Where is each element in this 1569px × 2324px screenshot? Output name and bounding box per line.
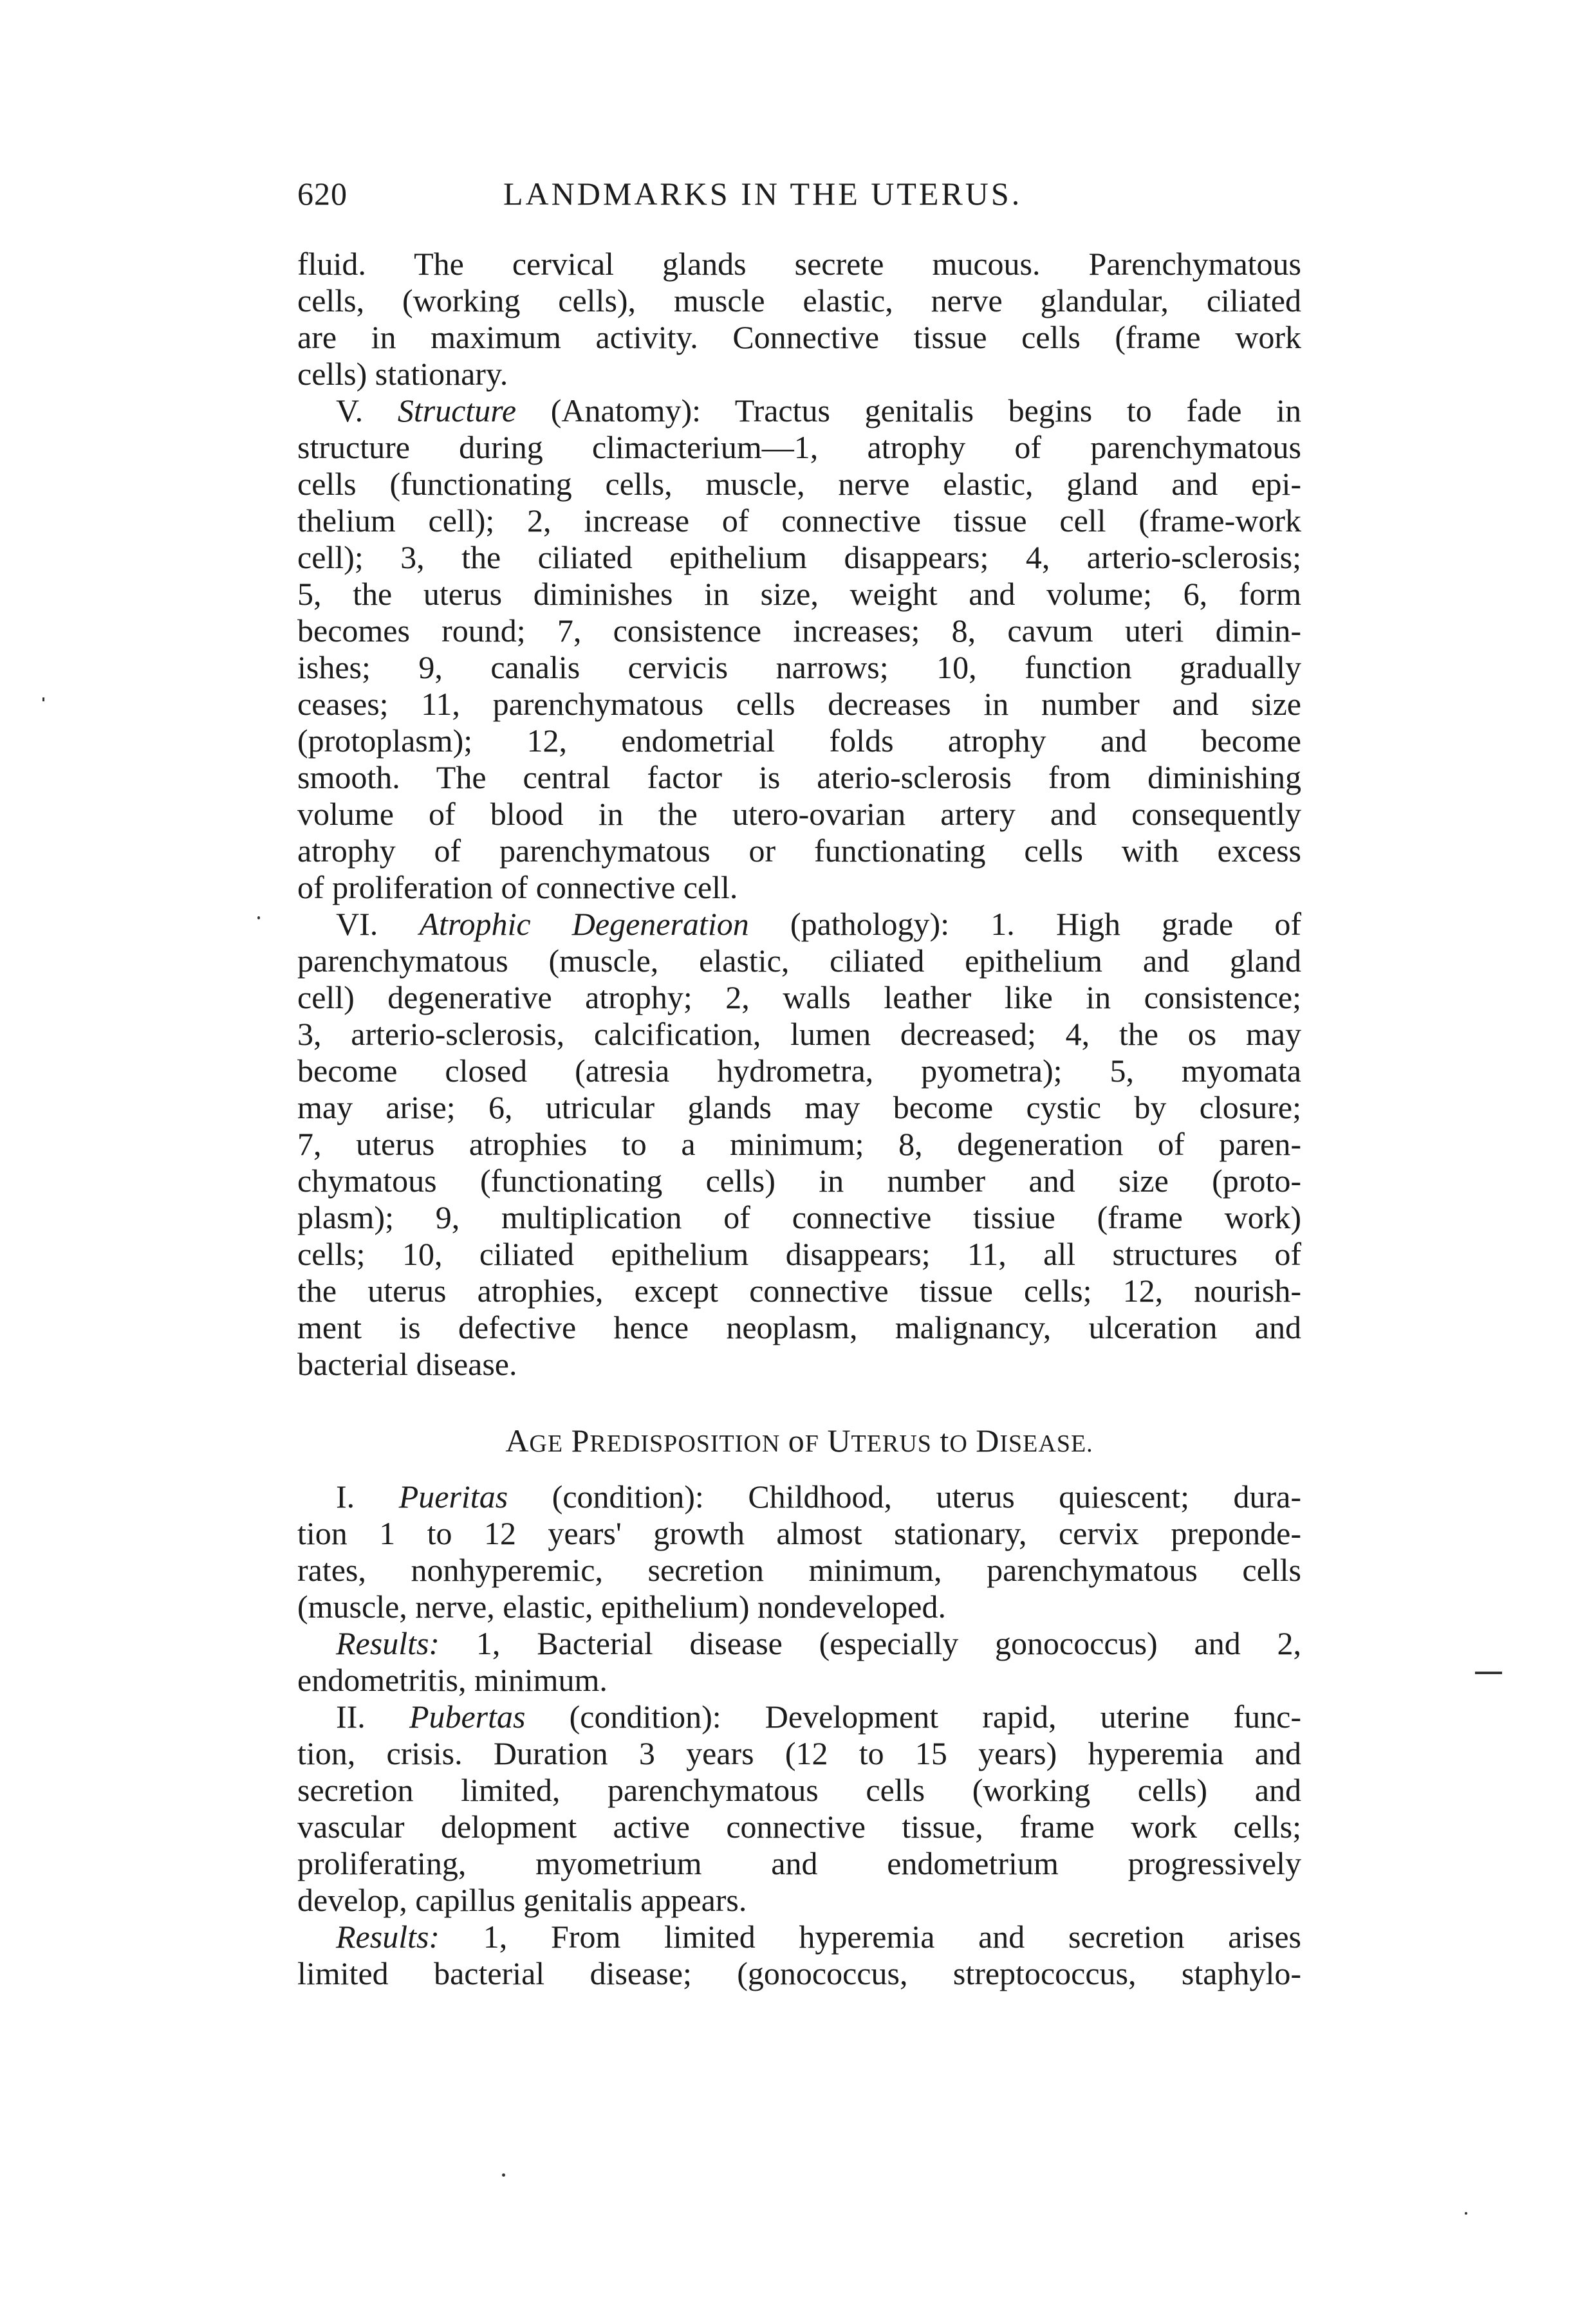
- scan-speck: [1465, 2212, 1467, 2215]
- page-number: 620: [297, 176, 348, 212]
- text-line: ment is defective hence neoplasm, malignancy, ulceration and: [297, 1309, 1301, 1345]
- body-text-top: [297, 246, 1301, 1383]
- text-line: secretion limited, parenchymatous cells (working cells) and: [297, 1772, 1301, 1808]
- running-head-title: LANDMARKS IN THE UTERUS.: [503, 176, 1023, 212]
- text-line: limited bacterial disease; (gonococcus, streptococcus, staphylo-: [297, 1955, 1301, 1991]
- text-line: (protoplasm); 12, endometrial folds atrophy and become: [297, 723, 1301, 759]
- text-line: endometritis, minimum.: [297, 1662, 608, 1698]
- text-line: chymatous (functionating cells) in number and size (proto-: [297, 1163, 1301, 1199]
- text-line: are in maximum activity. Connective tissue cells (frame work: [297, 319, 1301, 355]
- section-title: Pueritas: [398, 1479, 508, 1515]
- text-line: atrophy of parenchymatous or functionating cells with excess: [297, 833, 1301, 869]
- scan-speck: [1475, 1672, 1502, 1674]
- lead-text: (pathology): 1. High grade of: [790, 906, 1302, 942]
- lead-text: (condition): Childhood, uterus quiescent; dura-: [552, 1479, 1302, 1515]
- text-line: become closed (atresia hydrometra, pyometra); 5, myomata: [297, 1053, 1301, 1089]
- section-title: Pubertas: [409, 1699, 526, 1735]
- running-head: [297, 175, 1301, 220]
- lead-text: (Anatomy): Tractus genitalis begins to fade in: [550, 392, 1302, 429]
- text-line: ceases; 11, parenchymatous cells decreases in number and size: [297, 686, 1301, 722]
- text-line: volume of blood in the utero-ovarian artery and consequently: [297, 796, 1301, 832]
- scan-speck: [257, 916, 260, 919]
- section-number: II.: [336, 1699, 366, 1735]
- paragraph-lead-structure: [297, 392, 1301, 429]
- text-line: vascular delopment active connective tissue, frame work cells;: [297, 1809, 1301, 1845]
- section-title: Structure: [397, 392, 517, 429]
- text-line: (muscle, nerve, elastic, epithelium) nondeveloped.: [297, 1589, 946, 1625]
- scan-speck: [502, 2173, 505, 2177]
- text-line: cells) stationary.: [297, 356, 508, 392]
- text-line: the uterus atrophies, except connective tissue cells; 12, nourish-: [297, 1273, 1301, 1309]
- text-line: rates, nonhyperemic, secretion minimum, parenchymatous cells: [297, 1552, 1301, 1588]
- scan-speck: [42, 697, 44, 701]
- lead-text: 1, From limited hyperemia and secretion arises: [483, 1919, 1302, 1955]
- text-line: cell); 3, the ciliated epithelium disappears; 4, arterio-sclerosis;: [297, 539, 1301, 575]
- text-line: cells (functionating cells, muscle, nerve elastic, gland and epi-: [297, 466, 1301, 502]
- text-line: thelium cell); 2, increase of connective tissue cell (frame-work: [297, 503, 1301, 539]
- section-number: I.: [336, 1479, 355, 1515]
- text-line: tion, crisis. Duration 3 years (12 to 15 years) hyperemia and: [297, 1735, 1301, 1771]
- text-line: plasm); 9, multiplication of connective tissiue (frame work): [297, 1199, 1301, 1235]
- text-line: cells; 10, ciliated epithelium disappears; 11, all structures of: [297, 1236, 1301, 1272]
- lead-text: 1, Bacterial disease (especially gonococcus) and 2,: [476, 1625, 1302, 1661]
- section-heading: AGE PREDISPOSITION oF UTERUS tO DISEASE.: [505, 1423, 1093, 1459]
- text-line: fluid. The cervical glands secrete mucous. Parenchymatous: [297, 246, 1301, 282]
- text-line: ishes; 9, canalis cervicis narrows; 10, function gradually: [297, 649, 1301, 685]
- text-line: 3, arterio-sclerosis, calcification, lumen decreased; 4, the os may: [297, 1016, 1301, 1052]
- text-line: may arise; 6, utricular glands may become cystic by closure;: [297, 1089, 1301, 1125]
- text-line: bacterial disease.: [297, 1346, 517, 1382]
- paragraph-lead-pueritas: [297, 1479, 1301, 1515]
- paragraph-lead-pubertas: [297, 1699, 1301, 1735]
- text-line: tion 1 to 12 years' growth almost stationary, cervix preponde-: [297, 1515, 1301, 1551]
- text-line: 5, the uterus diminishes in size, weight and volume; 6, form: [297, 576, 1301, 612]
- paragraph-lead-atrophic: [297, 906, 1301, 943]
- section-title: Atrophic Degeneration: [419, 906, 749, 942]
- text-line: smooth. The central factor is aterio-sclerosis from diminishing: [297, 759, 1301, 795]
- results-label: Results:: [336, 1919, 440, 1955]
- section-number: VI.: [336, 906, 378, 942]
- text-line: of proliferation of connective cell.: [297, 869, 738, 905]
- results-label: Results:: [336, 1625, 440, 1661]
- section-number: V.: [336, 392, 364, 429]
- text-line: 7, uterus atrophies to a minimum; 8, degeneration of paren-: [297, 1126, 1301, 1162]
- text-line: develop, capillus genitalis appears.: [297, 1882, 747, 1918]
- text-line: becomes round; 7, consistence increases; 8, cavum uteri dimin-: [297, 613, 1301, 649]
- text-line: parenchymatous (muscle, elastic, ciliated epithelium and gland: [297, 943, 1301, 979]
- text-line: cells, (working cells), muscle elastic, nerve glandular, ciliated: [297, 282, 1301, 318]
- body-text-bottom: [297, 1479, 1301, 1992]
- text-line: proliferating, myometrium and endometrium progressively: [297, 1845, 1301, 1881]
- text-line: structure during climacterium—1, atrophy of parenchymatous: [297, 429, 1301, 465]
- paragraph-lead-results: [297, 1625, 1301, 1662]
- text-line: cell) degenerative atrophy; 2, walls leather like in consistence;: [297, 979, 1301, 1015]
- lead-text: (condition): Development rapid, uterine func-: [569, 1699, 1302, 1735]
- paragraph-lead-results: [297, 1919, 1301, 1955]
